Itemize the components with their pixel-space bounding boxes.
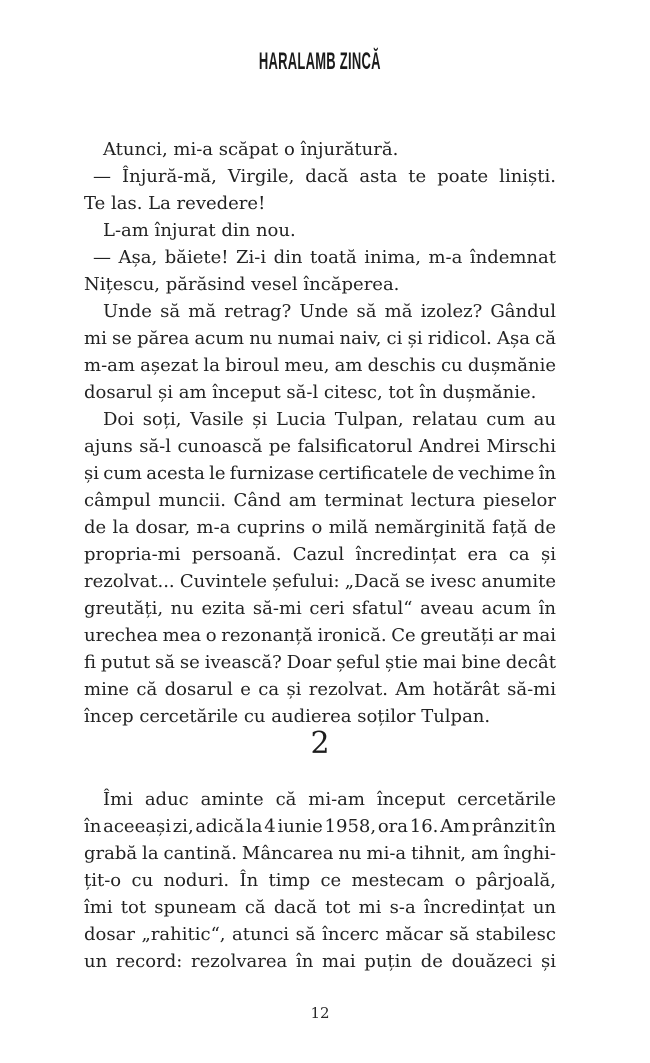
line-text: fi putut să se ivească? Doar șeful știe mai bine decât [84, 652, 557, 673]
line-text: greutăți, nu ezita să-mi ceri sfatul“ aveau acum în [84, 598, 556, 619]
line-text: Te las. La revedere! [84, 193, 266, 214]
line-text: Nițescu, părăsind vesel încăperea. [84, 274, 400, 295]
author-name: HARALAMB ZINCĂ [259, 48, 381, 75]
line-text: ajuns să-l cunoască pe falsificatorul Andrei Mirschi [84, 436, 556, 457]
text-line [84, 894, 556, 921]
text-line [84, 921, 556, 948]
text-line [84, 244, 556, 271]
line-text: Unde să mă retrag? Unde să mă izolez? Gândul [103, 301, 556, 322]
text-line [84, 813, 556, 840]
page-body-text [84, 136, 556, 975]
line-text: dosarul și am început să-l citesc, tot în dușmănie. [84, 382, 537, 403]
section-number: 2 [310, 726, 330, 761]
paragraph [84, 406, 556, 730]
text-line [84, 325, 556, 352]
line-text: m-am așezat la biroul meu, am deschis cu dușmănie [84, 355, 556, 376]
text-line [84, 948, 556, 975]
text-line [84, 649, 556, 676]
paragraph [84, 217, 556, 244]
text-line [84, 514, 556, 541]
text-line [84, 786, 556, 813]
line-text: de la dosar, m-a cuprins o milă nemărginită față de [84, 517, 556, 538]
line-text: câmpul muncii. Când am terminat lectura pieselor [84, 490, 556, 511]
text-line [84, 867, 556, 894]
page-number: 12 [310, 1004, 330, 1022]
text-line [84, 568, 556, 595]
line-text: îmi tot spuneam că dacă tot mi s-a încredințat un [84, 897, 556, 918]
paragraph [84, 298, 556, 406]
paragraph [84, 136, 556, 163]
line-text: încep cercetările cu audierea soților Tulpan. [84, 706, 491, 727]
text-line [84, 406, 556, 433]
text-line [84, 163, 556, 190]
line-text: propria-mi persoană. Cazul încredințat era ca și [84, 544, 556, 565]
text-line [84, 136, 556, 163]
paragraph [84, 244, 556, 298]
line-text: țit-o cu noduri. În timp ce mestecam o pârjoală, [84, 870, 556, 891]
text-line [84, 487, 556, 514]
line-text: grabă la cantină. Mâncarea nu mi-a tihnit, am înghi- [84, 843, 556, 864]
text-line [84, 352, 556, 379]
line-text: Doi soți, Vasile și Lucia Tulpan, relatau cum au [103, 409, 556, 430]
text-line [84, 298, 556, 325]
line-text: dosar „rahitic“, atunci să încerc măcar să stabilesc [84, 924, 556, 945]
text-line [84, 190, 556, 217]
text-line [84, 676, 556, 703]
text-line [84, 379, 556, 406]
text-line [84, 622, 556, 649]
line-text: și cum acesta le furnizase certificatele de vechime în [84, 463, 556, 484]
text-line [84, 840, 556, 867]
line-text: urechea mea o rezonanță ironică. Ce greutăți ar mai [84, 625, 556, 646]
paragraph [84, 163, 556, 217]
text-line [84, 271, 556, 298]
line-text: în aceeași zi, adică la 4 iunie 1958, ora 16. Am prânzit în [84, 816, 556, 837]
text-line [84, 595, 556, 622]
text-line [84, 217, 556, 244]
line-text: L-am înjurat din nou. [103, 220, 296, 241]
running-header [84, 50, 556, 76]
line-text: Îmi aduc aminte că mi-am început cercetările [103, 789, 556, 810]
line-text: — Așa, băiete! Zi-i din toată inima, m-a îndemnat [93, 247, 556, 268]
paragraph [84, 786, 556, 975]
line-text: mine că dosarul e ca și rezolvat. Am hotărât să-mi [84, 679, 556, 700]
line-text: rezolvat... Cuvintele șefului: „Dacă se ivesc anumite [84, 571, 557, 592]
line-text: Atunci, mi-a scăpat o înjurătură. [103, 139, 399, 160]
text-line [84, 433, 556, 460]
text-line [84, 541, 556, 568]
line-text: mi se părea acum nu numai naiv, ci și ridicol. Așa că [84, 328, 556, 349]
line-text: — Înjură-mă, Virgile, dacă asta te poate liniști. [93, 166, 556, 187]
line-text: un record: rezolvarea în mai puțin de douăzeci și [84, 951, 556, 972]
text-line [84, 460, 556, 487]
